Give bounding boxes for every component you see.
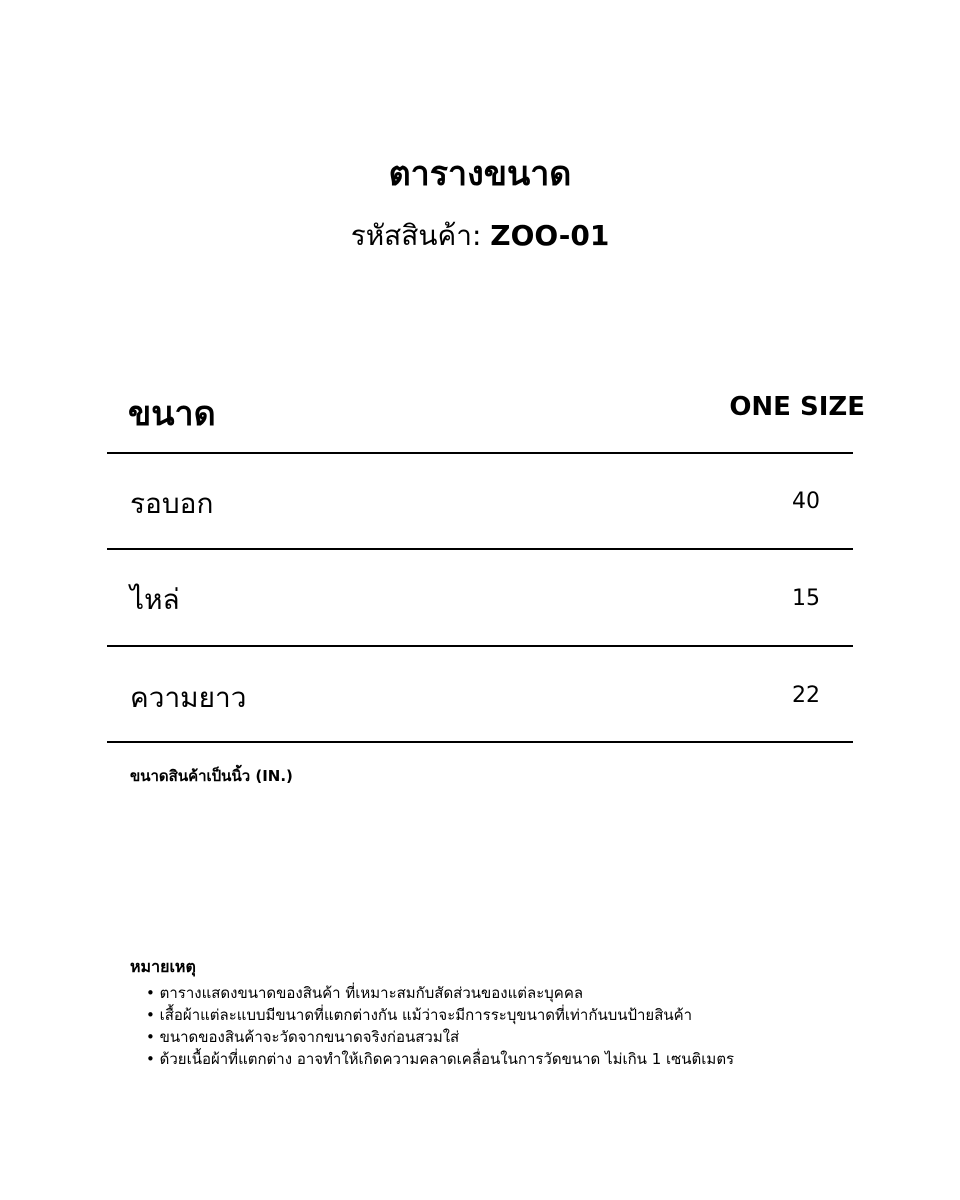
row-label-length: ความยาว	[130, 681, 247, 714]
note-item: • ด้วยเนื้อผ้าที่แตกต่าง อาจทำให้เกิดความคลาดเคลื่อนในการวัดขนาด ไม่เกิน 1 เซนติเมตร	[146, 1048, 734, 1070]
product-code-value: ZOO-01	[490, 219, 610, 252]
page-title: ตารางขนาด	[388, 154, 572, 194]
one-size-header: ONE SIZE	[729, 392, 865, 422]
product-code-label: รหัสสินค้า:	[350, 219, 482, 252]
row-label-shoulder: ไหล่	[130, 583, 180, 616]
note-item: • ขนาดของสินค้าจะวัดจากขนาดจริงก่อนสวมใส่	[146, 1026, 734, 1048]
notes-list	[146, 982, 734, 1070]
table-divider	[107, 452, 853, 454]
unit-footnote: ขนาดสินค้าเป็นนิ้ว (IN.)	[130, 767, 293, 785]
table-divider	[107, 548, 853, 550]
note-item: • เสื้อผ้าแต่ละแบบมีขนาดที่แตกต่างกัน แม้ว่าจะมีการระบุขนาดที่เท่ากันบนป้ายสินค้า	[146, 1004, 734, 1026]
row-label-chest: รอบอก	[130, 487, 214, 520]
row-value-shoulder: 15	[792, 586, 820, 611]
note-item: • ตารางแสดงขนาดของสินค้า ที่เหมาะสมกับสัดส่วนของแต่ละบุคคล	[146, 982, 734, 1004]
size-column-header: ขนาด	[128, 394, 216, 434]
notes-title: หมายเหตุ	[130, 957, 196, 976]
row-value-chest: 40	[792, 489, 820, 514]
product-code	[0, 214, 960, 258]
table-divider	[107, 741, 853, 743]
row-value-length: 22	[792, 683, 820, 708]
table-divider	[107, 645, 853, 647]
